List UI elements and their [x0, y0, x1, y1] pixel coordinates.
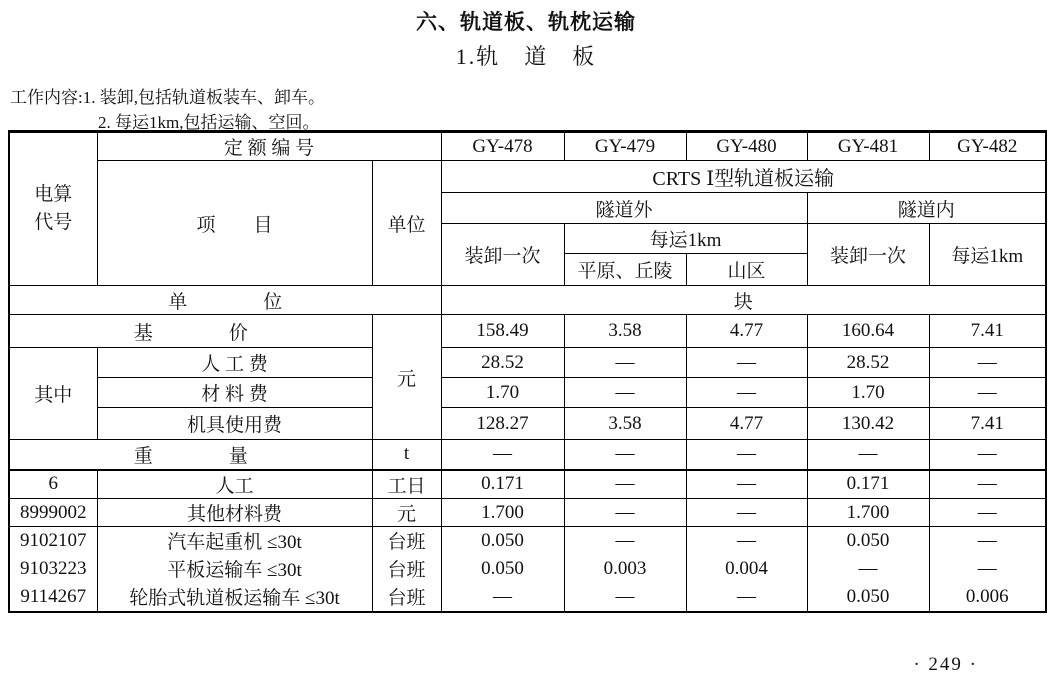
quota-code-gy478: GY-478 — [441, 132, 564, 161]
labor-cost-row — [9, 348, 1046, 378]
load-unload-once-outside-header: 装卸一次 — [441, 224, 564, 286]
value-cell: — — [929, 499, 1046, 527]
item-row-truck-crane — [9, 527, 1046, 555]
machine-cost-row — [9, 408, 1046, 440]
plain-hill-header: 平原、丘陵 — [564, 254, 686, 286]
group-title: CRTS Ⅰ型轨道板运输 — [441, 161, 1046, 193]
value-cell: — — [564, 583, 686, 612]
item-name: 其他材料费 — [97, 499, 372, 527]
value-cell: — — [564, 527, 686, 555]
quota-code-gy481: GY-481 — [807, 132, 929, 161]
value-cell: 0.004 — [686, 555, 807, 583]
base-price-label: 基 价 — [9, 315, 372, 348]
value-cell: — — [686, 527, 807, 555]
value-cell: 0.171 — [807, 470, 929, 499]
value-cell: — — [564, 499, 686, 527]
value-cell: — — [929, 470, 1046, 499]
item-row-flatbed-truck — [9, 555, 1046, 583]
item-unit: 台班 — [372, 555, 441, 583]
per-km-outside-header: 每运1km — [564, 224, 807, 254]
value-cell: 3.58 — [564, 408, 686, 440]
computer-code-line1: 电算 — [34, 184, 73, 206]
value-cell: 0.050 — [807, 527, 929, 555]
item-name: 平板运输车 ≤30t — [97, 555, 372, 583]
item-unit: 台班 — [372, 527, 441, 555]
value-cell: — — [441, 583, 564, 612]
value-cell: — — [686, 348, 807, 378]
value-cell: — — [929, 440, 1046, 470]
mountain-header: 山区 — [686, 254, 807, 286]
value-cell: 158.49 — [441, 315, 564, 348]
value-cell: 0.003 — [564, 555, 686, 583]
base-price-row — [9, 315, 1046, 348]
weight-row — [9, 440, 1046, 470]
value-cell: 1.70 — [441, 378, 564, 408]
value-cell: — — [686, 470, 807, 499]
value-cell: — — [929, 555, 1046, 583]
value-cell: 160.64 — [807, 315, 929, 348]
value-cell: — — [686, 499, 807, 527]
value-cell: 128.27 — [441, 408, 564, 440]
unit-row-value: 块 — [441, 286, 1046, 315]
value-cell: — — [564, 378, 686, 408]
machine-cost-label: 机具使用费 — [97, 408, 372, 440]
item-row-tyre-slab-carrier — [9, 583, 1046, 612]
item-row-labor — [9, 470, 1046, 499]
quota-code-gy480: GY-480 — [686, 132, 807, 161]
value-cell: 1.700 — [441, 499, 564, 527]
value-cell: — — [929, 378, 1046, 408]
value-cell: 130.42 — [807, 408, 929, 440]
value-cell: — — [807, 440, 929, 470]
value-cell: 4.77 — [686, 315, 807, 348]
outside-tunnel-header: 隧道外 — [441, 193, 807, 224]
item-name: 汽车起重机 ≤30t — [97, 527, 372, 555]
value-cell: — — [686, 378, 807, 408]
among-label: 其中 — [9, 348, 97, 440]
work-content — [10, 86, 325, 135]
value-cell: — — [929, 348, 1046, 378]
value-cell: — — [686, 440, 807, 470]
work-content-line2: 2. 每运1km,包括运输、空回。 — [98, 112, 320, 132]
quota-code-gy479: GY-479 — [564, 132, 686, 161]
material-cost-row — [9, 378, 1046, 408]
page-title: 六、轨道板、轨枕运输 — [416, 11, 636, 34]
item-name: 轮胎式轨道板运输车 ≤30t — [97, 583, 372, 612]
item-unit: 元 — [372, 499, 441, 527]
material-cost-label: 材 料 费 — [97, 378, 372, 408]
value-cell: 7.41 — [929, 315, 1046, 348]
computer-code-line2: 代号 — [34, 212, 73, 233]
work-content-line1: 工作内容:1. 装卸,包括轨道板装车、卸车。 — [10, 88, 325, 107]
value-cell: — — [929, 527, 1046, 555]
computer-code-header — [9, 132, 97, 286]
value-cell: 3.58 — [564, 315, 686, 348]
value-cell: 28.52 — [807, 348, 929, 378]
header-row-group — [9, 161, 1046, 193]
quota-table — [8, 130, 1047, 613]
item-code: 9102107 — [9, 527, 97, 555]
weight-label: 重 量 — [9, 440, 372, 470]
yuan-unit-cell: 元 — [372, 315, 441, 440]
item-code: 8999002 — [9, 499, 97, 527]
item-column-header: 项 目 — [97, 161, 372, 286]
item-code: 6 — [9, 470, 97, 499]
value-cell: 0.050 — [441, 555, 564, 583]
inside-tunnel-header: 隧道内 — [807, 193, 1046, 224]
value-cell: 7.41 — [929, 408, 1046, 440]
item-unit: 工日 — [372, 470, 441, 499]
value-cell: 0.050 — [807, 583, 929, 612]
quota-number-label: 定 额 编 号 — [97, 132, 441, 161]
item-name: 人工 — [97, 470, 372, 499]
header-row-quota-codes — [9, 132, 1046, 161]
unit-row — [9, 286, 1046, 315]
weight-unit: t — [372, 440, 441, 470]
value-cell: 28.52 — [441, 348, 564, 378]
value-cell: 0.006 — [929, 583, 1046, 612]
unit-row-label: 单 位 — [9, 286, 441, 315]
value-cell: — — [441, 440, 564, 470]
page-number: · 249 · — [913, 654, 978, 675]
item-code: 9114267 — [9, 583, 97, 612]
per-km-inside-header: 每运1km — [929, 224, 1046, 286]
labor-cost-label: 人 工 费 — [97, 348, 372, 378]
value-cell: — — [564, 470, 686, 499]
page-subtitle: 1.轨 道 板 — [455, 44, 597, 69]
value-cell: — — [564, 440, 686, 470]
unit-column-header: 单位 — [372, 161, 441, 286]
value-cell: — — [564, 348, 686, 378]
value-cell: 1.70 — [807, 378, 929, 408]
item-code: 9103223 — [9, 555, 97, 583]
item-unit: 台班 — [372, 583, 441, 612]
value-cell: — — [807, 555, 929, 583]
load-unload-once-inside-header: 装卸一次 — [807, 224, 929, 286]
value-cell: 4.77 — [686, 408, 807, 440]
quota-code-gy482: GY-482 — [929, 132, 1046, 161]
value-cell: 0.050 — [441, 527, 564, 555]
value-cell: 0.171 — [441, 470, 564, 499]
item-row-other-material — [9, 499, 1046, 527]
value-cell: 1.700 — [807, 499, 929, 527]
value-cell: — — [686, 583, 807, 612]
